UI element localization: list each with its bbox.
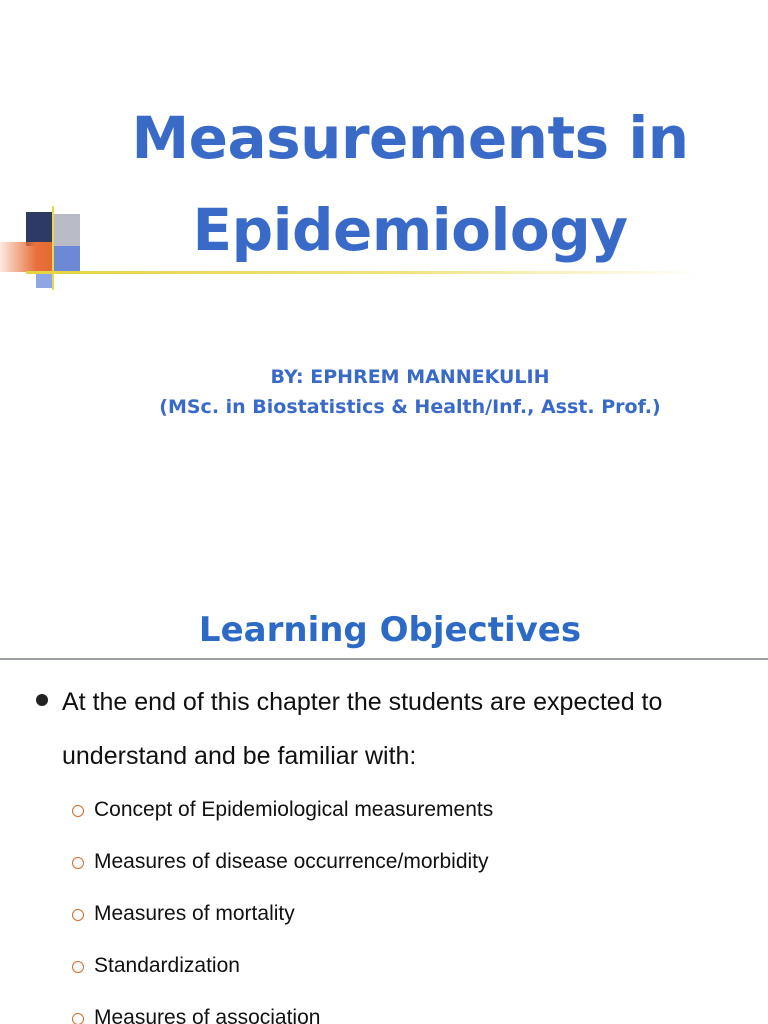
list-item — [72, 898, 493, 950]
circle-bullet-icon — [72, 961, 84, 973]
bullet-icon — [36, 694, 48, 706]
list-item-text: Concept of Epidemiological measurements — [94, 798, 494, 821]
list-item — [72, 1002, 493, 1024]
slide-title — [60, 92, 760, 276]
author-credentials: (MSc. in Biostatistics & Health/Inf., Asst. Prof.) — [159, 396, 661, 418]
circle-bullet-icon — [72, 1013, 84, 1024]
objectives-slide — [0, 580, 768, 1024]
decor-vertical-line — [52, 206, 54, 290]
objectives-list — [72, 794, 493, 1024]
slide-title-line1: Measurements in — [131, 104, 689, 172]
list-item — [72, 794, 493, 846]
slide-title-line2: Epidemiology — [192, 196, 628, 264]
objectives-intro: At the end of this chapter the students are expected to understand and be familiar with: — [62, 688, 663, 770]
list-item — [72, 846, 493, 898]
decor-navy-square — [26, 212, 54, 246]
list-item-text: Measures of disease occurrence/morbidity — [94, 850, 489, 873]
list-item-text: Measures of association — [94, 1006, 321, 1024]
circle-bullet-icon — [72, 805, 84, 817]
circle-bullet-icon — [72, 909, 84, 921]
author-block — [60, 362, 760, 422]
title-divider — [0, 658, 768, 660]
list-item — [72, 950, 493, 1002]
author-name: BY: EPHREM MANNEKULIH — [270, 366, 550, 388]
list-item-text: Standardization — [94, 954, 240, 977]
decor-orange-square — [0, 242, 52, 272]
objectives-title: Learning Objectives — [198, 610, 582, 650]
list-item-text: Measures of mortality — [94, 902, 295, 925]
circle-bullet-icon — [72, 857, 84, 869]
